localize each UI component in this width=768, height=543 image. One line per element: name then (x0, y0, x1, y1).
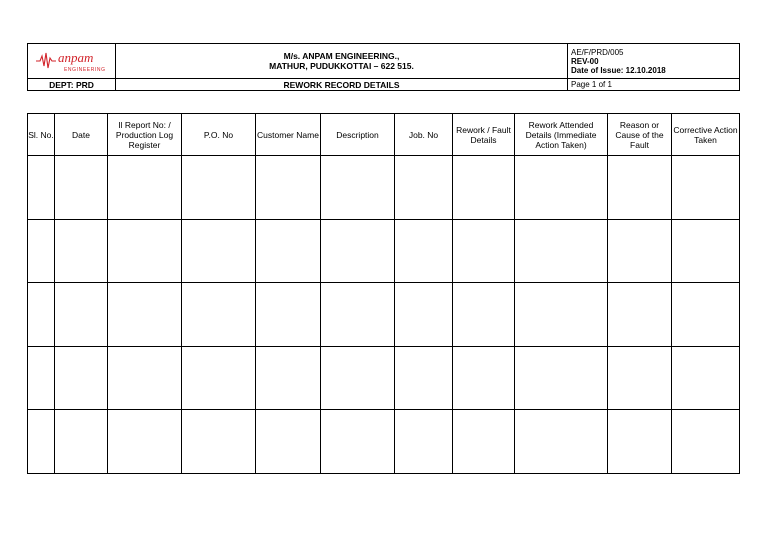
dept-label: DEPT: PRD (28, 79, 116, 91)
table-cell[interactable] (453, 346, 515, 410)
table-cell[interactable] (515, 283, 608, 347)
table-cell[interactable] (28, 156, 55, 220)
table-row (28, 219, 740, 283)
table-cell[interactable] (256, 410, 321, 474)
col-header-sl-no: Sl. No. (28, 114, 55, 156)
table-cell[interactable] (453, 410, 515, 474)
table-cell[interactable] (515, 410, 608, 474)
table-row (28, 410, 740, 474)
anpam-logo-icon (34, 48, 110, 74)
rework-record-table (27, 113, 740, 474)
table-cell[interactable] (608, 156, 672, 220)
table-cell[interactable] (321, 283, 395, 347)
table-cell[interactable] (108, 283, 182, 347)
table-cell[interactable] (515, 219, 608, 283)
table-cell[interactable] (28, 410, 55, 474)
col-header-rework-attended: Rework Attended Details (Immediate Action Taken) (515, 114, 608, 156)
table-cell[interactable] (28, 219, 55, 283)
table-cell[interactable] (395, 346, 453, 410)
table-cell[interactable] (395, 410, 453, 474)
table-cell[interactable] (182, 156, 256, 220)
table-cell[interactable] (55, 410, 108, 474)
table-cell[interactable] (672, 283, 740, 347)
company-block (116, 44, 568, 79)
table-cell[interactable] (256, 156, 321, 220)
table-cell[interactable] (395, 156, 453, 220)
table-cell[interactable] (55, 156, 108, 220)
table-cell[interactable] (608, 346, 672, 410)
table-cell[interactable] (672, 346, 740, 410)
form-title: REWORK RECORD DETAILS (116, 79, 568, 91)
table-cell[interactable] (672, 410, 740, 474)
table-cell[interactable] (321, 156, 395, 220)
table-cell[interactable] (55, 346, 108, 410)
logo-cell (28, 44, 116, 79)
table-cell[interactable] (256, 346, 321, 410)
table-cell[interactable] (256, 283, 321, 347)
doc-number: AE/F/PRD/005 (571, 47, 624, 57)
table-cell[interactable] (108, 346, 182, 410)
table-cell[interactable] (608, 219, 672, 283)
table-cell[interactable] (108, 219, 182, 283)
table-cell[interactable] (182, 283, 256, 347)
table-cell[interactable] (182, 410, 256, 474)
table-cell[interactable] (321, 410, 395, 474)
table-row (28, 283, 740, 347)
table-cell[interactable] (453, 283, 515, 347)
table-cell[interactable] (453, 156, 515, 220)
col-header-date: Date (55, 114, 108, 156)
table-cell[interactable] (321, 219, 395, 283)
table-header-row (28, 114, 740, 156)
col-header-corrective-action: Corrective Action Taken (672, 114, 740, 156)
table-body (28, 156, 740, 474)
col-header-job-no: Job. No (395, 114, 453, 156)
table-row (28, 346, 740, 410)
table-cell[interactable] (55, 283, 108, 347)
table-cell[interactable] (182, 346, 256, 410)
table-cell[interactable] (108, 410, 182, 474)
table-cell[interactable] (395, 219, 453, 283)
issue-date: Date of Issue: 12.10.2018 (571, 65, 666, 75)
col-header-customer-name: Customer Name (256, 114, 321, 156)
table-cell[interactable] (672, 219, 740, 283)
table-cell[interactable] (608, 410, 672, 474)
company-address: MATHUR, PUDUKKOTTAI – 622 515. (269, 61, 414, 71)
col-header-rework-fault: Rework / Fault Details (453, 114, 515, 156)
page-number: Page 1 of 1 (568, 79, 740, 91)
table-cell[interactable] (515, 156, 608, 220)
col-header-po-no: P.O. No (182, 114, 256, 156)
doc-info-block (568, 44, 740, 79)
table-cell[interactable] (321, 346, 395, 410)
table-cell[interactable] (28, 346, 55, 410)
table-cell[interactable] (672, 156, 740, 220)
table-cell[interactable] (55, 219, 108, 283)
table-cell[interactable] (515, 346, 608, 410)
table-cell[interactable] (28, 283, 55, 347)
col-header-description: Description (321, 114, 395, 156)
table-cell[interactable] (182, 219, 256, 283)
table-row (28, 156, 740, 220)
col-header-reason: Reason or Cause of the Fault (608, 114, 672, 156)
company-name: M/s. ANPAM ENGINEERING., (283, 51, 400, 61)
table-cell[interactable] (395, 283, 453, 347)
logo-subtext: ENGINEERING (63, 67, 106, 73)
col-header-report-no: Il Report No: / Production Log Register (108, 114, 182, 156)
table-cell[interactable] (608, 283, 672, 347)
table-cell[interactable] (453, 219, 515, 283)
table-cell[interactable] (256, 219, 321, 283)
table-cell[interactable] (108, 156, 182, 220)
document-header (27, 43, 740, 91)
logo-wordmark: anpam (57, 50, 93, 65)
revision: REV-00 (571, 56, 599, 66)
